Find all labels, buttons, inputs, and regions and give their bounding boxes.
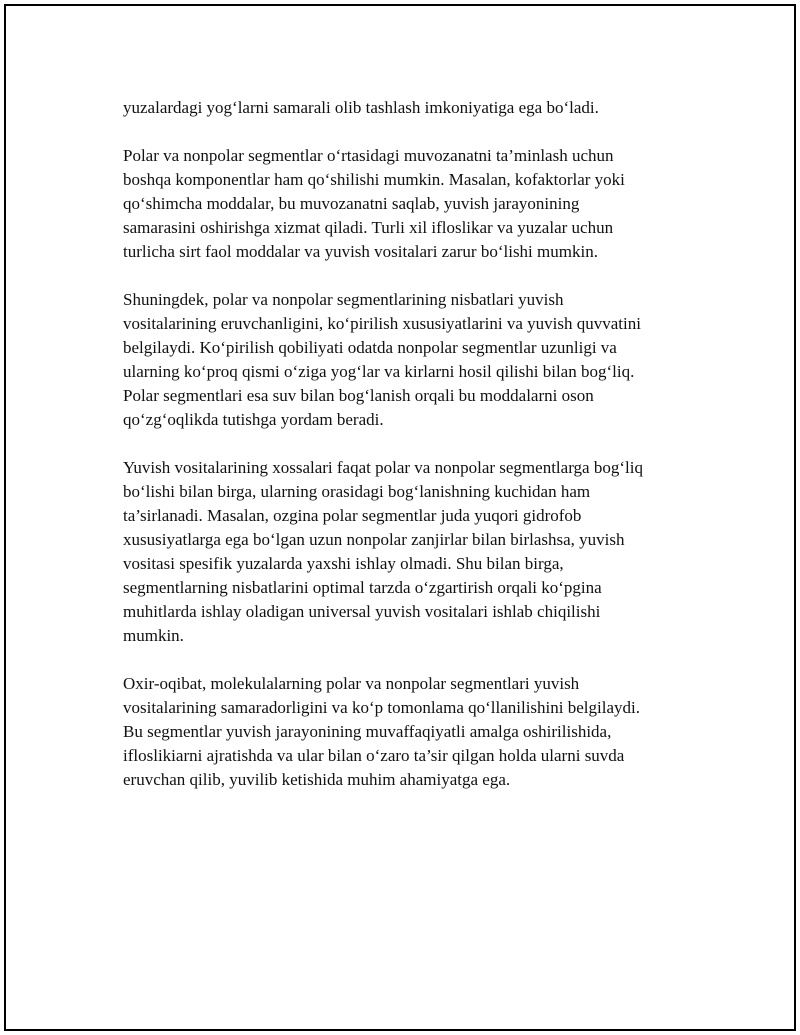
paragraph-3: Shuningdek, polar va nonpolar segmentlarining nisbatlari yuvish vositalarining eruvchanligini, ko‘pirilish xususiyatlarini va yuvish quvvatini belgilaydi. Ko‘pirilish qobiliyati odatda nonpolar segmentlar uzunligi va ularning ko‘proq qismi o‘ziga yog‘lar va kirlarni hosil qilishi bilan bog‘liq. Polar segmentlari esa suv bilan bog‘lanish orqali bu moddalarni oson qo‘zg‘oqlikda tutishga yordam beradi. <box>123 290 641 429</box>
paragraph-5: Oxir-oqibat, molekulalarning polar va nonpolar segmentlari yuvish vositalarining samaradorligini va ko‘p tomonlama qo‘llanilishini belgilaydi. Bu segmentlar yuvish jarayonining muvaffaqiyatli amalga oshirilishida, ifloslikiarni ajratishda va ular bilan o‘zaro ta’sir qilgan holda ularni suvda eruvchan qilib, yuvilib ketishida muhim ahamiyatga ega. <box>123 674 640 789</box>
paragraph-1: yuzalardagi yog‘larni samarali olib tashlash imkoniyatiga ega bo‘ladi. <box>123 98 599 117</box>
paragraph-4: Yuvish vositalarining xossalari faqat polar va nonpolar segmentlarga bog‘liq bo‘lishi bilan birga, ularning orasidagi bog‘lanishning kuchidan ham ta’sirlanadi. Masalan, ozgina polar segmentlar juda yuqori gidrofob xususiyatlarga ega bo‘lgan uzun nonpolar zanjirlar bilan birlashsa, yuvish vositasi spesifik yuzalarda yaxshi ishlay olmadi. Shu bilan birga, segmentlarning nisbatlarini optimal tarzda o‘zgartirish orqali ko‘pgina muhitlarda ishlay oladigan universal yuvish vositalari ishlab chiqilishi mumkin. <box>123 458 643 645</box>
paragraph-2: Polar va nonpolar segmentlar o‘rtasidagi muvozanatni ta’minlash uchun boshqa komponentlar ham qo‘shilishi mumkin. Masalan, kofaktorlar yoki qo‘shimcha moddalar, bu muvozanatni saqlab, yuvish jarayonining samarasini oshirishga xizmat qiladi. Turli xil ifloslikar va yuzalar uchun turlicha sirt faol moddalar va yuvish vositalari zarur bo‘lishi mumkin. <box>123 146 625 261</box>
page-frame <box>4 4 796 1031</box>
document-body <box>123 96 713 816</box>
